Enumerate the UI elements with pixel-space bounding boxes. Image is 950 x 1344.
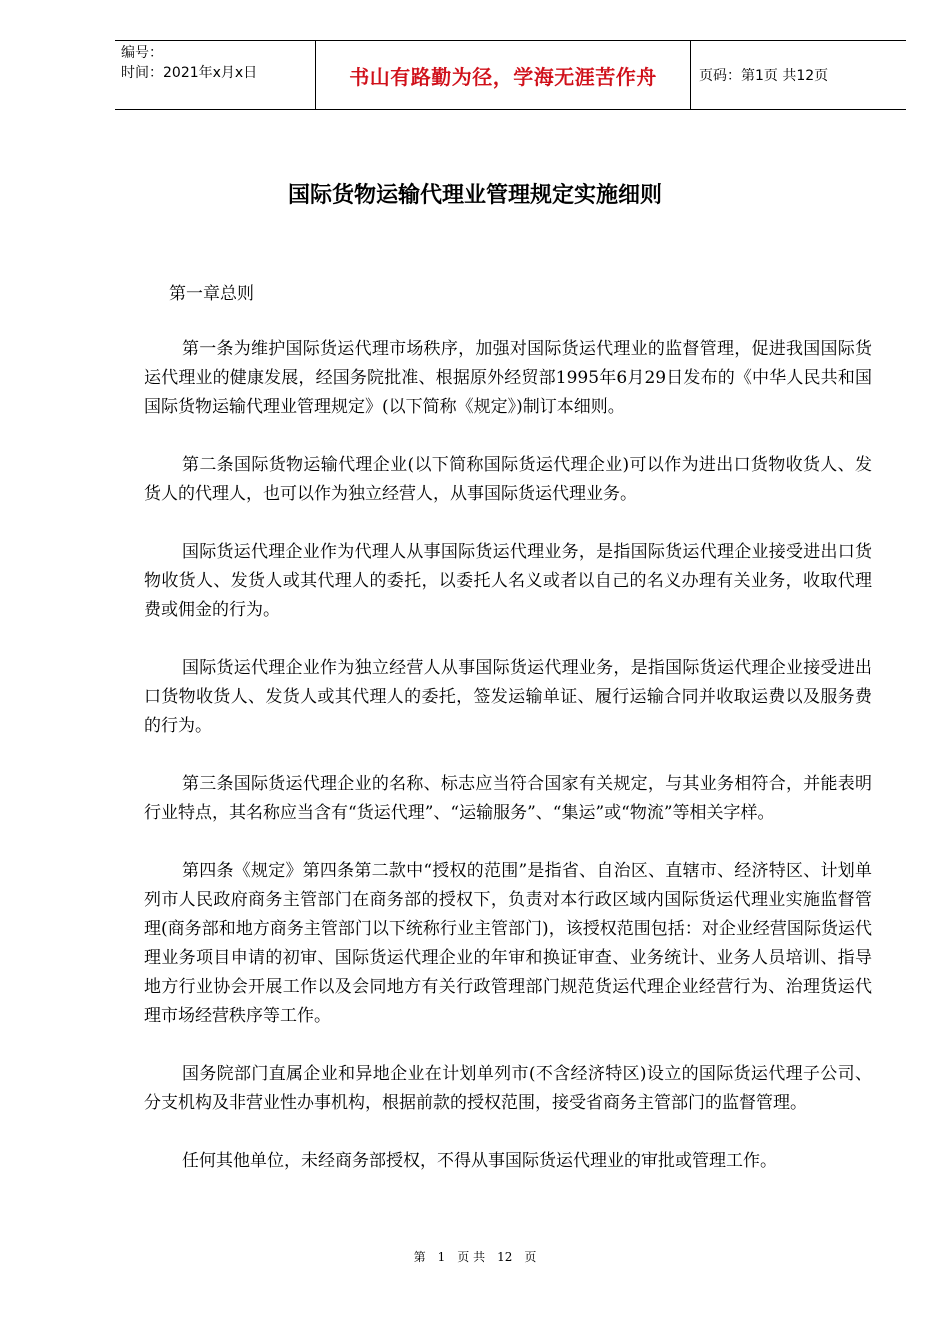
paragraph-1: 第一条为维护国际货运代理市场秩序，加强对国际货运代理业的监督管理，促进我国国际货运代理业的健康发展，经国务院批准、根据原外经贸部1995年6月29日发布的《中华人民共和国国际货物运输代理业管理规定》(以下简称《规定》)制订本细则。 [144,339,872,417]
header-motto: 书山有路勤为径，学海无涯苦作舟 [316,41,691,109]
footer-post: 页 [524,1250,537,1264]
footer-mid: 页 共 [457,1250,486,1264]
footer-pre: 第 [413,1250,426,1264]
document-body [144,280,872,1205]
document-title: 国际货物运输代理业管理规定实施细则 [287,183,662,208]
paragraph-7: 国务院部门直属企业和异地企业在计划单列市(不含经济特区)设立的国际货运代理子公司、分支机构及非营业性办事机构，根据前款的授权范围，接受省商务主管部门的监督管理。 [144,1064,872,1113]
paragraph-3: 国际货运代理企业作为代理人从事国际货运代理业务，是指国际货运代理企业接受进出口货物收货人、发货人或其代理人的委托，以委托人名义或者以自己的名义办理有关业务，收取代理费或佣金的行为。 [144,542,872,620]
header-page-label: 页码：第1页 共12页 [699,68,829,84]
time-label: 时间：2021年x月x日 [121,65,258,81]
header-meta-cell [115,41,316,109]
header-table [115,40,906,110]
paragraph-6: 第四条《规定》第四条第二款中“授权的范围”是指省、自治区、直辖市、经济特区、计划单列市人民政府商务主管部门在商务部的授权下，负责对本行政区域内国际货运代理业实施监督管理(商务部和地方商务主管部门以下统称行业主管部门)，该授权范围包括：对企业经营国际货运代理业务项目申请的初审、国际货运代理企业的年审和换证审查、业务统计、业务人员培训、指导地方行业协会开展工作以及会同地方有关行政管理部门规范货运代理企业经营行为、治理货运代理市场经营秩序等工作。 [144,861,872,1026]
footer-page-number: 1 [437,1250,446,1264]
paragraph-2: 第二条国际货物运输代理企业(以下简称国际货运代理企业)可以作为进出口货物收货人、发货人的代理人，也可以作为独立经营人，从事国际货运代理业务。 [144,455,872,504]
chapter-heading: 第一章总则 [169,284,254,304]
page-footer [0,1248,950,1265]
paragraph-4: 国际货运代理企业作为独立经营人从事国际货运代理业务，是指国际货运代理企业接受进出口货物收货人、发货人或其代理人的委托，签发运输单证、履行运输合同并收取运费以及服务费的行为。 [144,658,872,736]
footer-total-pages: 12 [497,1250,513,1264]
paragraph-8: 任何其他单位，未经商务部授权，不得从事国际货运代理业的审批或管理工作。 [182,1151,777,1171]
number-label: 编号： [121,45,163,61]
paragraph-5: 第三条国际货运代理企业的名称、标志应当符合国家有关规定，与其业务相符合，并能表明行业特点，其名称应当含有“货运代理”、“运输服务”、“集运”或“物流”等相关字样。 [144,774,872,823]
